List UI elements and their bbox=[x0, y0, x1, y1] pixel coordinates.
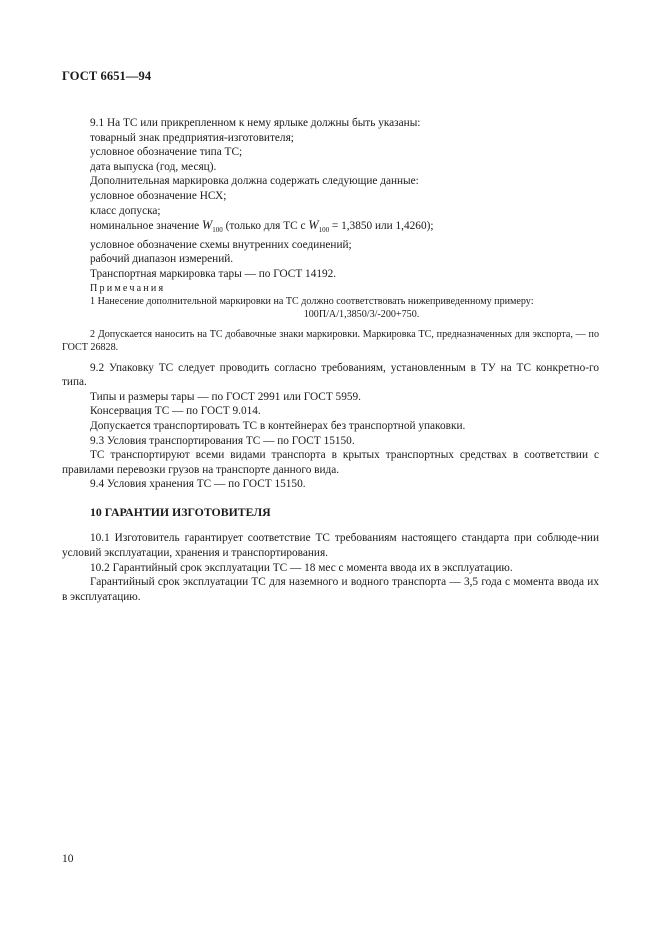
w-symbol: W bbox=[308, 218, 319, 233]
document-body bbox=[62, 116, 599, 604]
document-header: ГОСТ 6651—94 bbox=[62, 69, 152, 83]
clause-9-3-transport: ТС транспортируют всеми видами транспорта в крытых транспортных средствах в соответствии с правилами перевозки грузов на транспорте данного вида. bbox=[62, 449, 599, 476]
text-fragment: = 1,3850 или 1,4260); bbox=[329, 220, 434, 233]
clause-9-2: 9.2 Упаковку ТС следует проводить согласно требованиям, установленным в ТУ на ТС конкретно-го типа. bbox=[62, 361, 599, 389]
page-number: 10 bbox=[62, 853, 74, 865]
notes-title: Примечания bbox=[90, 282, 166, 294]
w-subscript: 100 bbox=[318, 226, 330, 235]
clause-9-2-containers-transport: Допускается транспортировать ТС в контейнерах без транспортной упаковки. bbox=[90, 419, 466, 432]
notes-block bbox=[62, 282, 599, 354]
clause-9-3: 9.3 Условия транспортирования ТС — по ГОСТ 15150. bbox=[90, 434, 355, 447]
marking-item: дата выпуска (год, месяц). bbox=[90, 160, 217, 173]
clause-9-2-conservation: Консервация ТС — по ГОСТ 9.014. bbox=[90, 405, 261, 418]
section-10-heading: 10 ГАРАНТИИ ИЗГОТОВИТЕЛЯ bbox=[90, 504, 271, 519]
text-fragment: (только для ТС с bbox=[222, 220, 309, 233]
marking-item: рабочий диапазон измерений. bbox=[90, 253, 234, 266]
w-symbol: W bbox=[202, 218, 213, 233]
clause-9-4: 9.4 Условия хранения ТС — по ГОСТ 15150. bbox=[90, 478, 306, 491]
clause-9-2-containers: Типы и размеры тары — по ГОСТ 2991 или ГОСТ 5959. bbox=[90, 390, 361, 403]
w-subscript: 100 bbox=[212, 226, 223, 235]
transport-marking: Транспортная маркировка тары — по ГОСТ 14192. bbox=[90, 267, 337, 280]
marking-item: класс допуска; bbox=[90, 204, 161, 217]
clause-9-1: 9.1 На ТС или прикрепленном к нему ярлыке должны быть указаны: bbox=[90, 117, 421, 129]
note-1: 1 Нанесение дополнительной маркировки на ТС должно соответствовать нижеприведенному примеру: bbox=[90, 295, 534, 307]
marking-example-formula: 100П/А/1,3850/3/-200+750. bbox=[303, 308, 420, 320]
marking-item: условное обозначение НСХ; bbox=[90, 189, 227, 202]
clause-10-1: 10.1 Изготовитель гарантирует соответствие ТС требованиям настоящего стандарта при соблюде-нии условий эксплуатации, хранения и транспортирования. bbox=[62, 532, 599, 560]
clause-10-2: 10.2 Гарантийный срок эксплуатации ТС — 18 мес с момента ввода их в эксплуатацию. bbox=[90, 561, 513, 574]
text-fragment: номинальное значение bbox=[90, 220, 202, 233]
marking-item: условное обозначение типа ТС; bbox=[90, 146, 243, 159]
note-2: 2 Допускается наносить на ТС добавочные знаки маркировки. Маркировка ТС, предназначенных для экспорта, — по ГОСТ 26828. bbox=[62, 328, 599, 353]
marking-item-nominal-value bbox=[62, 218, 599, 238]
marking-item: товарный знак предприятия-изготовителя; bbox=[90, 131, 294, 144]
additional-marking-intro: Дополнительная маркировка должна содержать следующие данные: bbox=[90, 175, 419, 188]
clause-10-2-ground-water: Гарантийный срок эксплуатации ТС для наземного и водного транспорта — 3,5 года с момента ввода их в эксплуатацию. bbox=[62, 576, 599, 603]
marking-item: условное обозначение схемы внутренних соединений; bbox=[90, 238, 352, 251]
